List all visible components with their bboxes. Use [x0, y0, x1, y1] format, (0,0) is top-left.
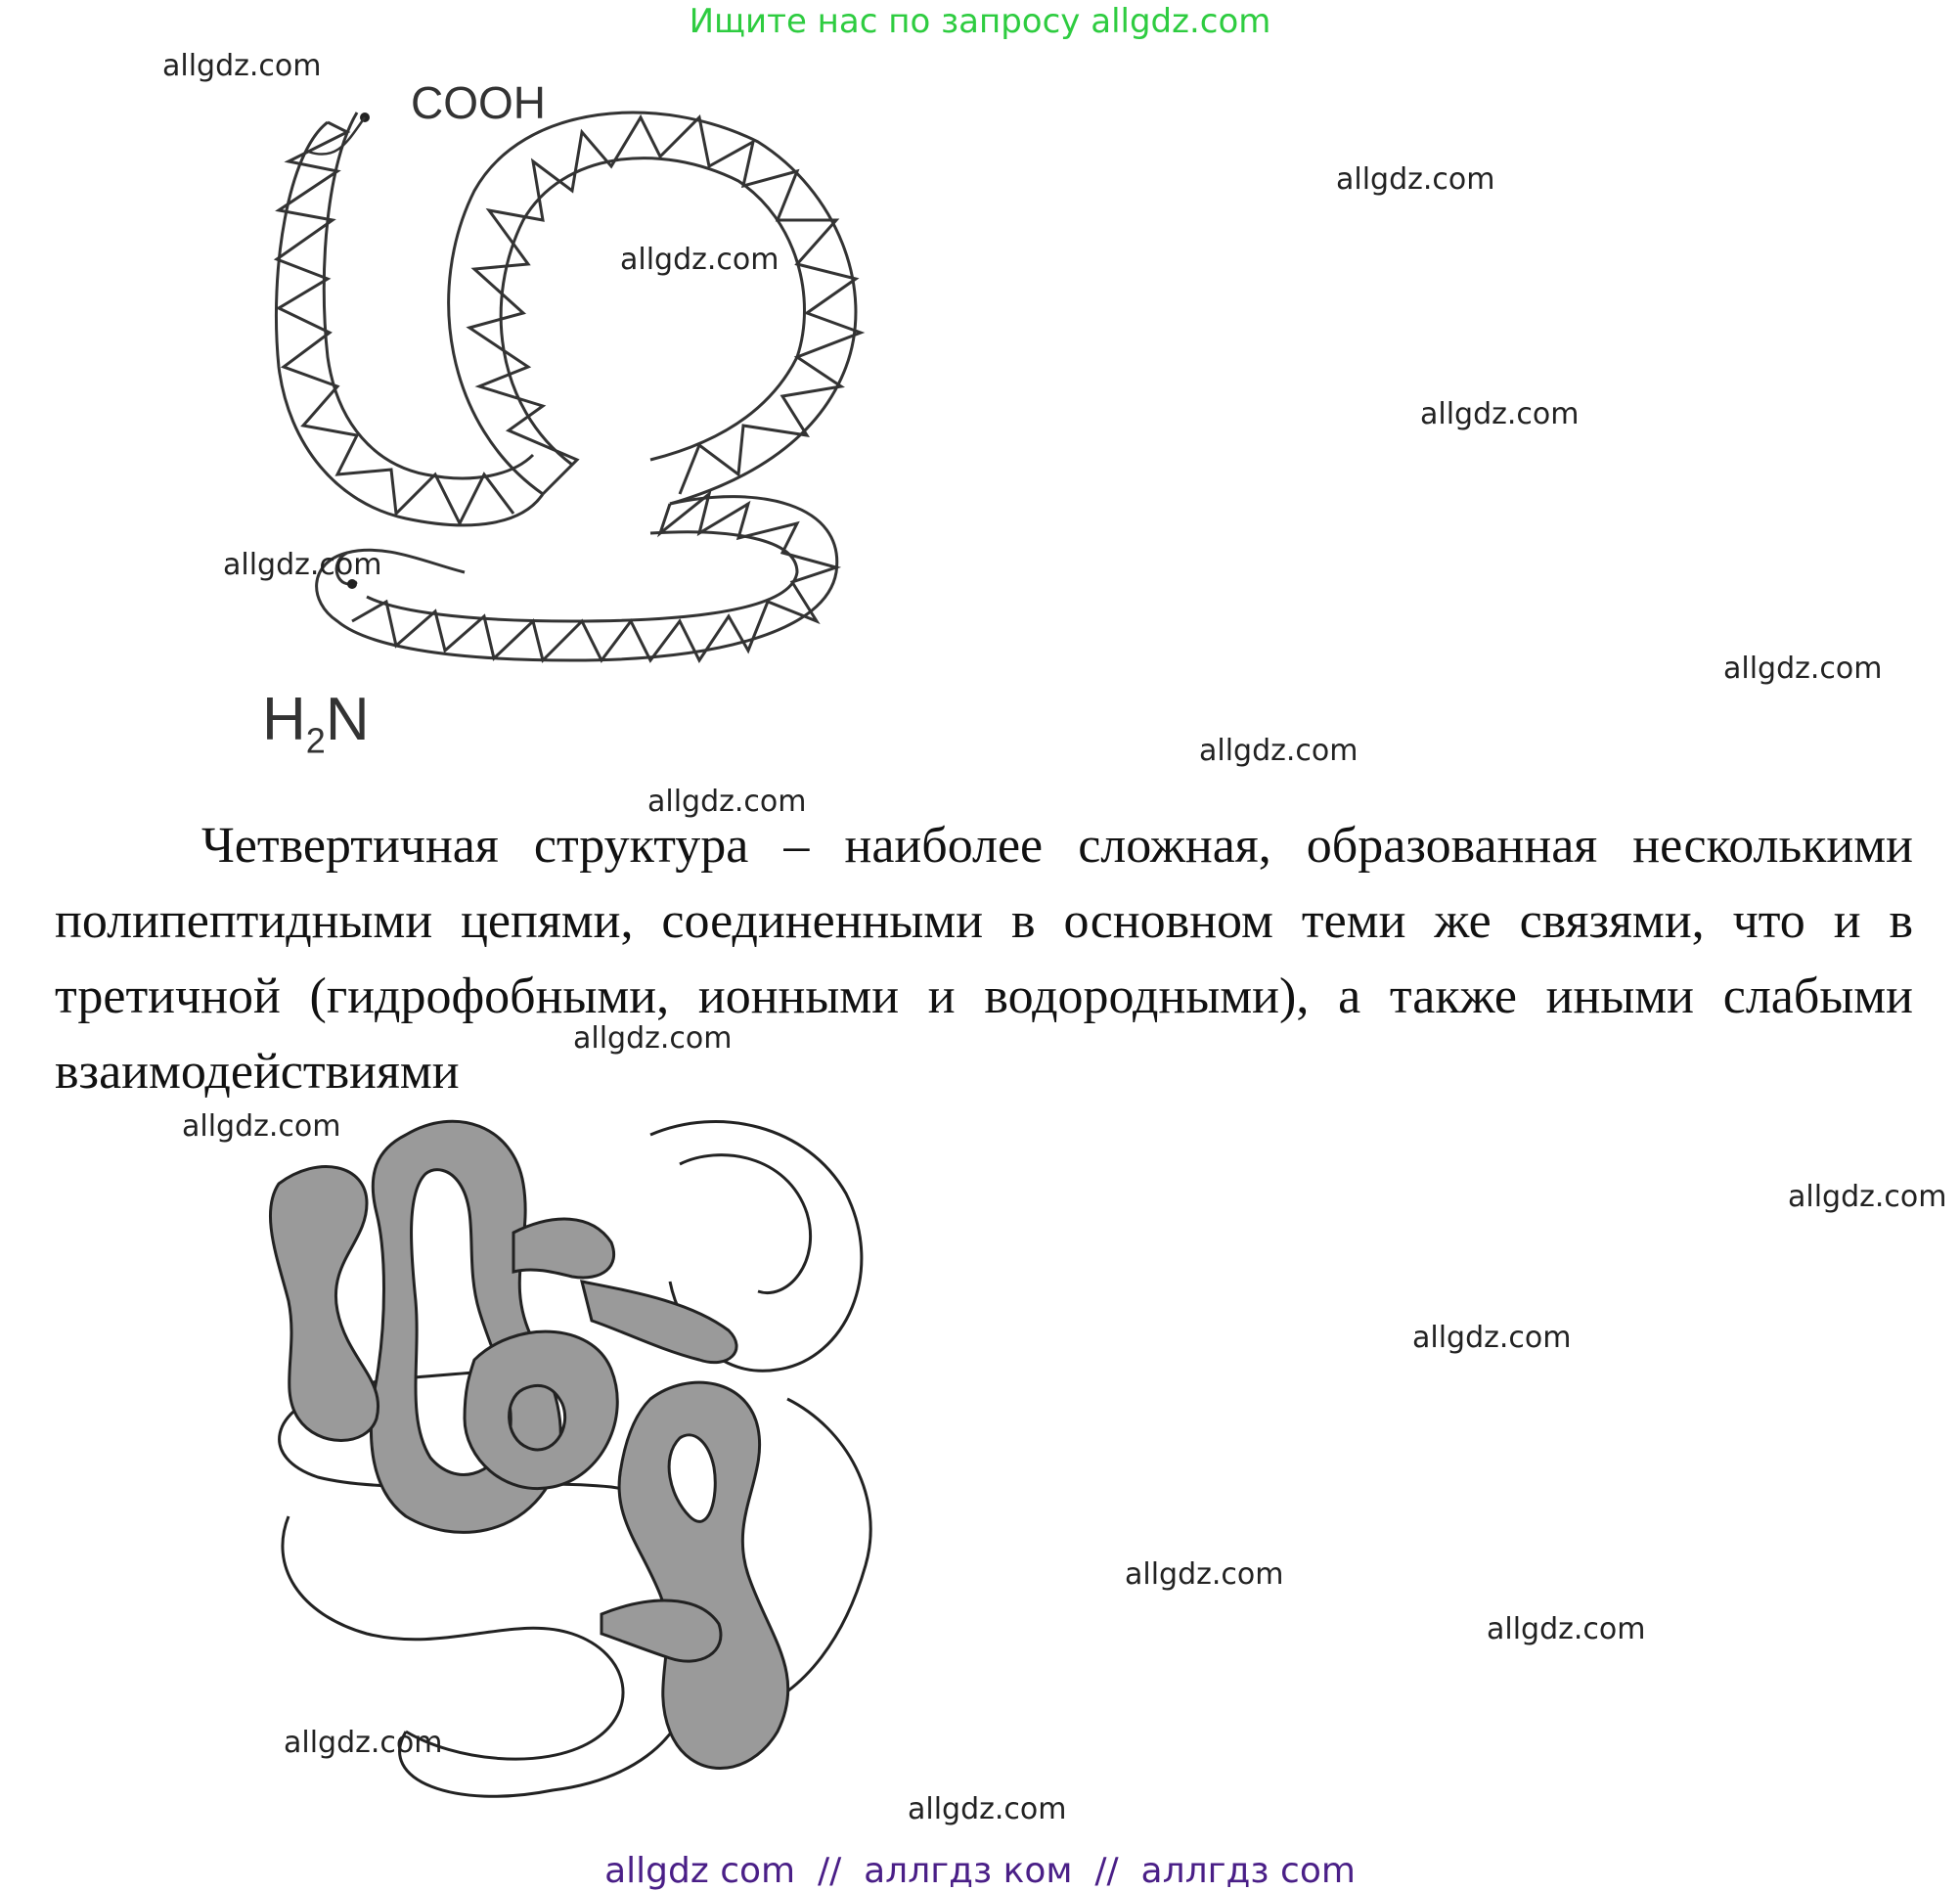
- watermark: allgdz.com: [1723, 652, 1883, 686]
- watermark: allgdz.com: [1788, 1180, 1947, 1214]
- cooh-terminus-label: COOH: [411, 77, 546, 128]
- watermark: allgdz.com: [573, 1021, 733, 1056]
- watermark: allgdz.com: [182, 1109, 341, 1144]
- watermark: allgdz.com: [908, 1792, 1067, 1826]
- watermark: allgdz.com: [284, 1726, 443, 1760]
- watermark: allgdz.com: [223, 548, 382, 582]
- quaternary-structure-figure: [259, 1105, 963, 1829]
- amino-terminus-label: $H_2N$: [262, 686, 370, 761]
- watermark: allgdz.com: [1336, 162, 1495, 197]
- watermark: allgdz.com: [620, 243, 780, 277]
- watermark: allgdz.com: [1125, 1557, 1284, 1592]
- watermark: allgdz.com: [647, 785, 807, 819]
- watermark: allgdz.com: [1412, 1321, 1572, 1355]
- footer-links: allgdz com // аллгдз ком // аллгдз com: [604, 1851, 1356, 1891]
- tertiary-structure-figure: [249, 73, 895, 778]
- quaternary-structure-paragraph: Четвертичная структура – наиболее сложная, образованная несколькими полипептидными цепями, соединенными в основном теми же связями, что и в третичной (гидрофобными, ионными и водородными), а также иными слабыми взаимодействиями: [55, 818, 1913, 1100]
- top-search-banner: Ищите нас по запросу allgdz.com: [689, 2, 1271, 41]
- watermark: allgdz.com: [1487, 1612, 1646, 1646]
- watermark: allgdz.com: [162, 49, 322, 83]
- watermark: allgdz.com: [1420, 397, 1580, 431]
- watermark: allgdz.com: [1199, 734, 1359, 768]
